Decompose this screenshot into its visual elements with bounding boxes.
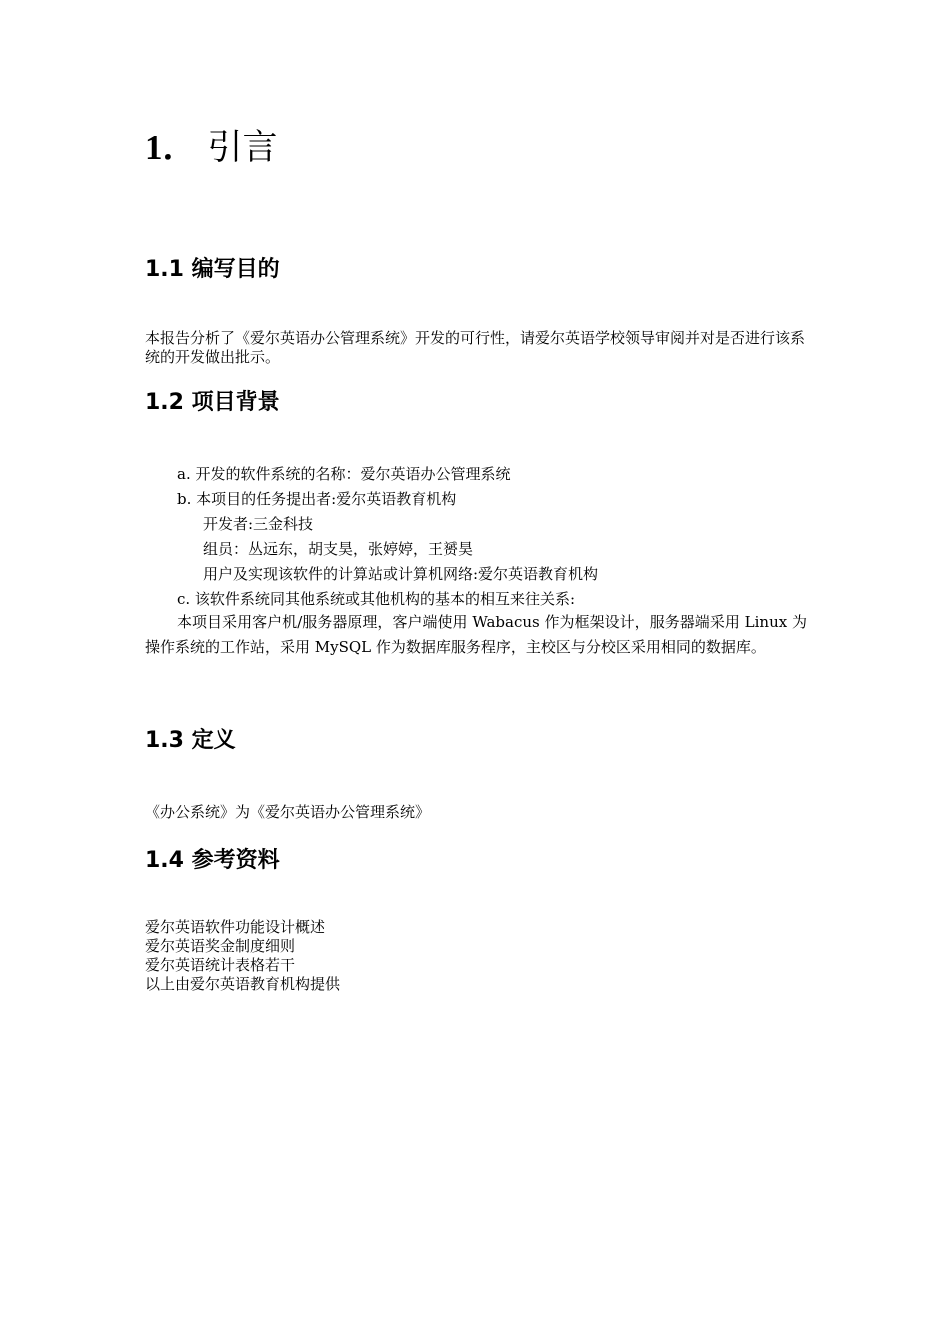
list-item: 爱尔英语软件功能设计概述 [145, 918, 326, 936]
chapter-number: 1． [145, 128, 198, 167]
reference-list [145, 918, 340, 994]
background-members: 组员：丛远东，胡支昊，张婷婷，王赟昊 [203, 540, 474, 558]
section-title-references: 1.4 参考资料 [145, 848, 280, 873]
background-item-c: c. 该软件系统同其他系统或其他机构的基本的相互来往关系: [177, 590, 575, 608]
chapter-title-text: 引言 [207, 128, 278, 168]
section-title-definition: 1.3 定义 [145, 728, 236, 753]
list-item: 以上由爱尔英语教育机构提供 [145, 975, 341, 993]
background-users: 用户及实现该软件的计算站或计算机网络:爱尔英语教育机构 [203, 565, 599, 583]
list-item: 爱尔英语奖金制度细则 [145, 937, 296, 955]
chapter-title [145, 126, 278, 170]
background-developer: 开发者:三金科技 [203, 515, 314, 533]
background-body: 本项目采用客户机/服务器原理，客户端使用 Wabacus 作为框架设计，服务器端采用 Linux 为操作系统的工作站，采用 MySQL 作为数据库服务程序，主校区与分校区采用相同的数据库。 [145, 613, 807, 656]
background-item-b: b. 本项目的任务提出者:爱尔英语教育机构 [177, 490, 457, 508]
section-title-purpose: 1.1 编写目的 [145, 257, 280, 282]
list-item: 爱尔英语统计表格若干 [145, 956, 296, 974]
section-body-definition: 《办公系统》为《爱尔英语办公管理系统》 [145, 803, 431, 821]
background-item-a: a. 开发的软件系统的名称：爱尔英语办公管理系统 [177, 465, 511, 483]
section-title-background: 1.2 项目背景 [145, 390, 280, 415]
section-body-purpose: 本报告分析了《爱尔英语办公管理系统》开发的可行性，请爱尔英语学校领导审阅并对是否进行该系统的开发做出批示。 [145, 329, 806, 366]
